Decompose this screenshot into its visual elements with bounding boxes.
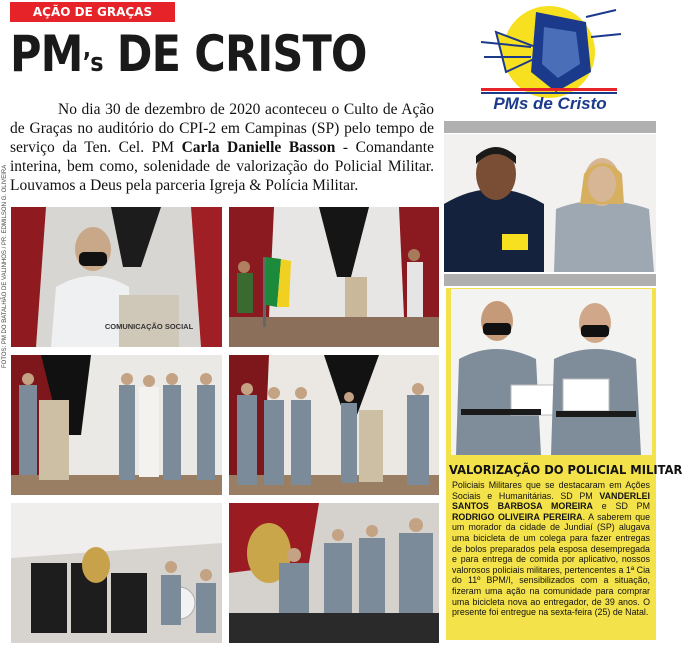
page-title [10, 26, 367, 91]
section-heading-valorizacao: VALORIZAÇÃO DO POLICIAL MILITAR [449, 462, 682, 477]
article-text-1: No dia 30 de dezembro de 2020 aconteceu o Culto de Ação de Graças no auditório do CPI-2 em Campinas (SP) pelo tempo de serviço da Ten. Cel. PM [10, 101, 434, 156]
title-small: ’s [82, 48, 103, 78]
photo-honored-officers [451, 289, 652, 455]
title-rest: DE CRISTO [102, 25, 367, 83]
section-tag: AÇÃO DE GRAÇAS [10, 2, 175, 22]
divider-bar-bottom [444, 274, 656, 286]
divider-bar-top [444, 121, 656, 133]
sidebar-text-3: . A saberem que um morador da cidade de Jundiaí (SP) alugava uma bicicleta de um colega para fazer entregas de bolos preparados pela esposa desempregada e para entrega de comida por aplicativo, nossos valorosos policiais militares, pertencentes a 1ª Cia do 11º BPM/I, sensibilizados com a situação, fizeram uma ação na comunidade para comprar uma bicicleta nova ao entregador, de 39 anos. O presente foi entregue na sexta-feira (25) de Natal. [452, 511, 651, 618]
logo-text: PMs de Cristo [493, 94, 607, 113]
photo-ceremony-stage [229, 207, 439, 347]
photo-band-audience [11, 503, 222, 643]
photo-speaker-officer [11, 207, 222, 347]
sidebar-text-2: e SD PM [592, 501, 650, 512]
sidebar-name-1: VANDERLEI SANTOS BARBOSA MOREIRA [452, 490, 650, 512]
photo-officers-group-2 [229, 355, 439, 495]
sidebar-name-2: RODRIGO OLIVEIRA PEREIRA [452, 511, 583, 522]
article-text-2: - Comandante interina, bem como, solenidade de valorização do Policial Militar. Louvamos a Deus pela parceria Igreja & Polícia Militar. [10, 139, 434, 194]
title-main: PM [10, 25, 83, 83]
article-highlight-name: Carla Danielle Basson [181, 139, 336, 156]
sidebar-article-body [452, 480, 650, 618]
podium-sign: COMUNICAÇÃO SOCIAL [104, 322, 194, 331]
sidebar-text-1: Policiais Militares que se destacaram em Ações Sociais e Humanitárias. SD PM [452, 480, 650, 501]
photo-credit: FOTOS: PM DO BATALHÃO DE VALINHOS / PR. EDMILSON G. OLIVEIRA [2, 164, 8, 368]
photo-pastor-and-officer [444, 134, 656, 272]
article-body [10, 100, 434, 195]
photo-band-musicians [229, 503, 439, 643]
photo-officers-group-1 [11, 355, 222, 495]
